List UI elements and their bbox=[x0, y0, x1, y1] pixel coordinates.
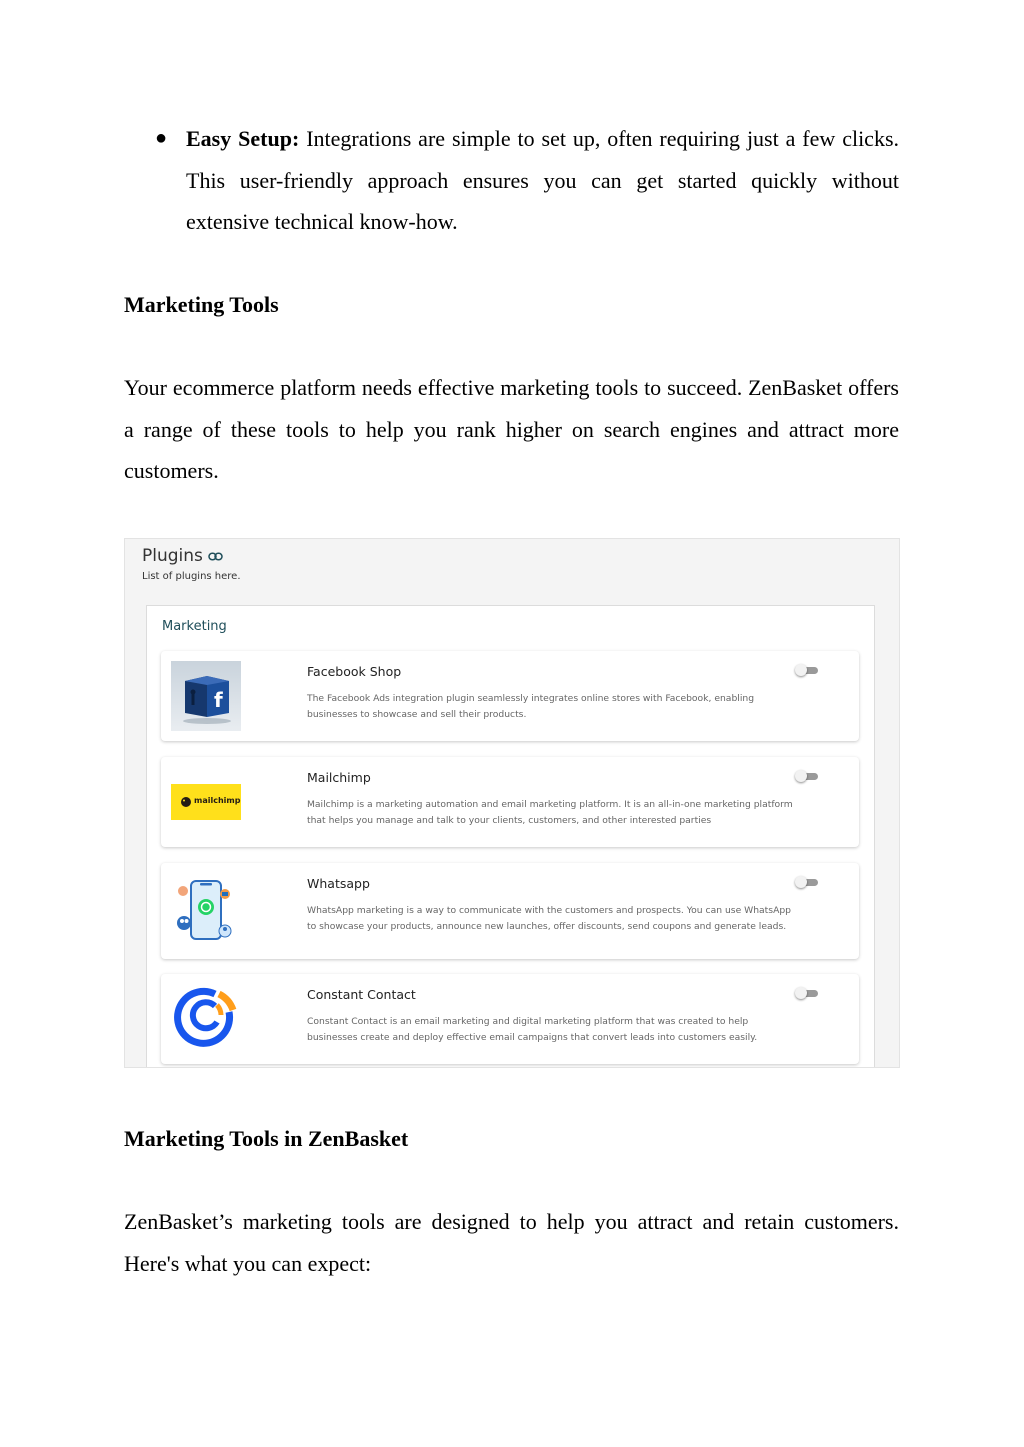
bullet-text bbox=[186, 118, 899, 243]
plugin-description: Constant Contact is an email marketing and digital marketing platform that was created to help businesses create and deploy effective email campaigns that convert leads into customers easily. bbox=[307, 1016, 758, 1043]
mailchimp-logo-text: mailchimp bbox=[194, 796, 241, 805]
marketing-section-title: Marketing bbox=[162, 619, 227, 634]
plugin-card-whatsapp bbox=[161, 863, 859, 959]
bullet-item bbox=[155, 118, 899, 243]
plugin-name: Whatsapp bbox=[307, 876, 370, 891]
bullet-dot: ● bbox=[155, 127, 168, 149]
plugin-card-facebook-shop bbox=[161, 651, 859, 741]
plugin-name: Facebook Shop bbox=[307, 664, 402, 679]
plugin-description: WhatsApp marketing is a way to communicate with the customers and prospects. You can use WhatsApp to showcase your products, announce new launches, offer discounts, send coupons and generate leads. bbox=[307, 905, 792, 932]
plugin-toggle-constant-contact[interactable] bbox=[795, 987, 819, 999]
plugin-toggle-facebook-shop[interactable] bbox=[795, 664, 819, 676]
plugin-card-constant-contact bbox=[161, 974, 859, 1064]
plugin-description: The Facebook Ads integration plugin seamlessly integrates online stores with Facebook, enabling businesses to showcase and sell their products. bbox=[307, 693, 755, 720]
paragraph-marketing-intro: Your ecommerce platform needs effective marketing tools to succeed. ZenBasket offers a range of these tools to help you rank higher on search engines and attract more customers. bbox=[124, 375, 899, 483]
bullet-lead: Easy Setup: bbox=[186, 126, 300, 151]
marketing-panel bbox=[146, 605, 875, 1068]
svg-text:f: f bbox=[214, 688, 223, 712]
plugin-description: Mailchimp is a marketing automation and email marketing platform. It is an all-in-one marketing platform that helps you manage and talk to your clients, customers, and other interested parties bbox=[307, 799, 793, 826]
facebook-shop-icon bbox=[171, 661, 241, 731]
plugins-subtitle: List of plugins here. bbox=[142, 571, 241, 582]
bullet-body: Integrations are simple to set up, often requiring just a few clicks. This user-friendly approach ensures you can get started quickly without extensive technical know-how. bbox=[186, 126, 900, 234]
plugins-title bbox=[142, 546, 223, 566]
section-heading-marketing-tools-zenbasket: Marketing Tools in ZenBasket bbox=[124, 1126, 409, 1151]
plugins-screenshot bbox=[124, 538, 900, 1068]
link-icon[interactable] bbox=[208, 546, 223, 566]
plugin-name: Constant Contact bbox=[307, 987, 416, 1002]
whatsapp-phone-icon bbox=[171, 877, 241, 947]
paragraph-zenbasket-tools: ZenBasket’s marketing tools are designed to help you attract and retain customers. Here's what you can expect: bbox=[124, 1209, 899, 1276]
plugin-card-mailchimp bbox=[161, 757, 859, 847]
plugin-toggle-mailchimp[interactable] bbox=[795, 770, 819, 782]
section-heading-marketing-tools: Marketing Tools bbox=[124, 292, 279, 317]
plugin-name: Mailchimp bbox=[307, 770, 371, 785]
mailchimp-logo bbox=[171, 784, 241, 820]
constant-contact-logo bbox=[171, 982, 241, 1052]
plugins-title-text: Plugins bbox=[142, 546, 203, 566]
plugin-toggle-whatsapp[interactable] bbox=[795, 876, 819, 888]
